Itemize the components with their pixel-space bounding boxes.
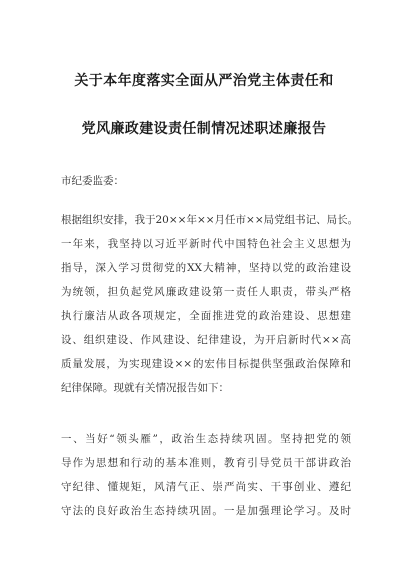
document-title-line-1: 关于本年度落实全面从严治党主体责任和 bbox=[74, 73, 334, 89]
salutation: 市纪委监委： bbox=[61, 175, 124, 187]
paragraph-1-line: 指导，深入学习贯彻党的XX大精神，坚持以党的政治建设 bbox=[61, 262, 351, 274]
paragraph-1-line: 一年来，我坚持以习近平新时代中国特色社会主义思想为 bbox=[61, 238, 351, 250]
paragraph-2-line: 导作为思想和行动的基本准则，教育引导党员干部讲政治 bbox=[61, 457, 351, 469]
paragraph-2-line: 守法的良好政治生态持续巩固。一是加强理论学习。及时 bbox=[61, 505, 351, 517]
paragraph-2-line: 一、当好“领头雁”，政治生态持续巩固。坚持把党的领 bbox=[61, 433, 351, 445]
paragraph-1-line: 执行廉洁从政各项规定，全面推进党的政治建设、思想建 bbox=[61, 310, 351, 322]
paragraph-1-line: 根据组织安排，我于20××年××月任市××局党组书记、局长。 bbox=[61, 214, 359, 226]
paragraph-1-line: 质量发展，为实现建设××的宏伟目标提供坚强政治保障和 bbox=[61, 358, 351, 370]
paragraph-1-line: 为统领，担负起党风廉政建设第一责任人职责，带头严格 bbox=[61, 286, 351, 298]
paragraph-2-line: 守纪律、懂规矩，风清气正、崇严尚实、干事创业、遵纪 bbox=[61, 481, 351, 493]
paragraph-1-line: 设、组织建设、作风建设、纪律建设，为开启新时代××高 bbox=[61, 334, 351, 346]
paragraph-1-line: 纪律保障。现就有关情况报告如下： bbox=[61, 382, 229, 394]
document-title-line-2: 党风廉政建设责任制情况述职述廉报告 bbox=[81, 121, 327, 137]
